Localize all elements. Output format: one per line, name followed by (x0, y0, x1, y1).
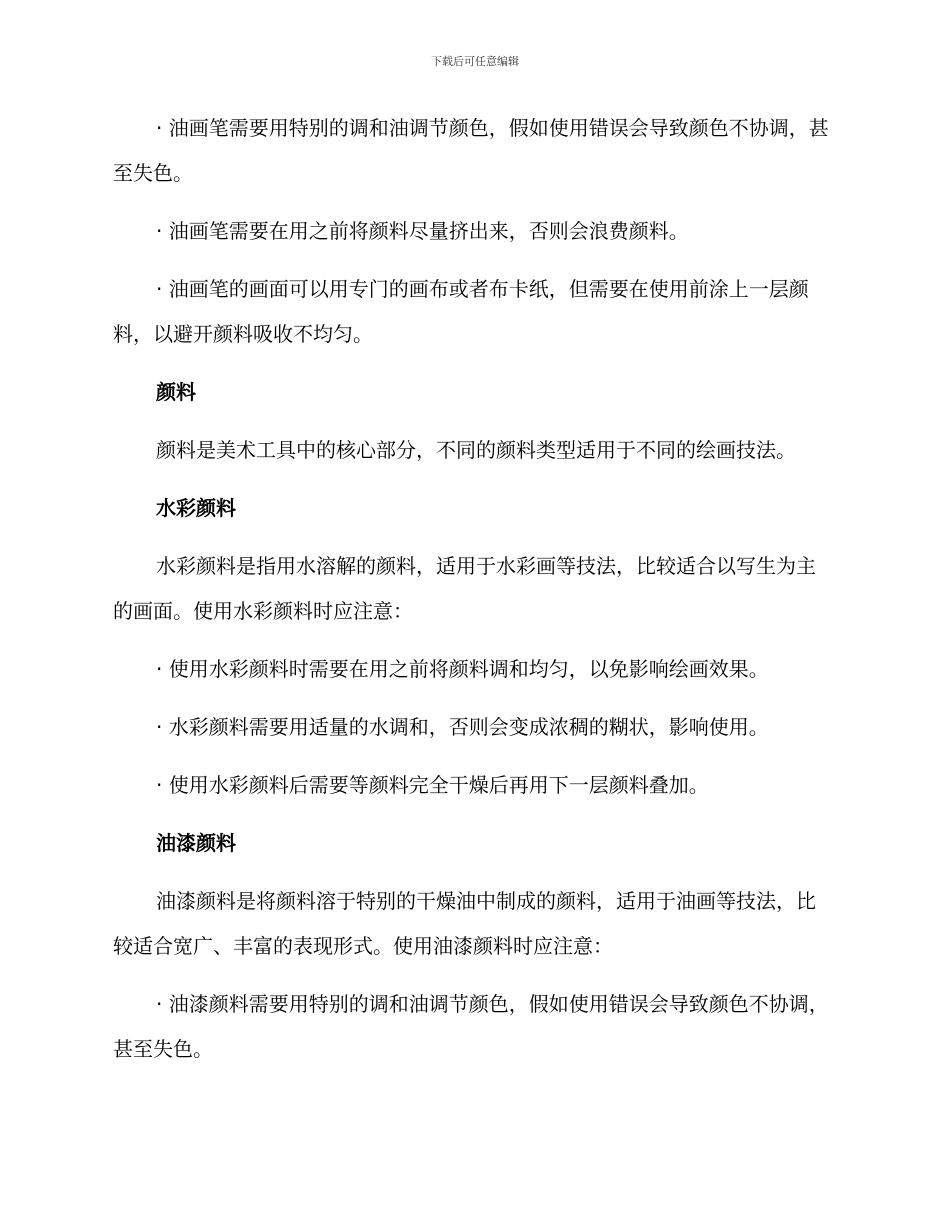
bullet-oil-brush-canvas: · 油画笔的画面可以用专门的画布或者布卡纸，但需要在使用前涂上一层颜料，以避开颜料吸收不均匀。 (113, 277, 809, 346)
bullet-oil-paint-thinner: · 油漆颜料需要用特别的调和油调节颜色，假如使用错误会导致颜色不协调，甚至失色。 (113, 992, 829, 1061)
paragraph-oil-paint-intro: 油漆颜料是将颜料溶于特别的干燥油中制成的颜料，适用于油画等技法，比较适合宽广、丰富的表现形式。使用油漆颜料时应注意： (113, 889, 816, 958)
document-body (113, 106, 833, 1085)
bullet-watercolor-mix: · 使用水彩颜料时需要在用之前将颜料调和均匀，以免影响绘画效果。 (156, 657, 769, 681)
bullet-watercolor-dry: · 使用水彩颜料后需要等颜料完全干燥后再用下一层颜料叠加。 (156, 773, 709, 797)
section-heading-pigments: 颜料 (156, 380, 196, 404)
section-heading-watercolor: 水彩颜料 (156, 496, 236, 520)
bullet-oil-brush-thinner: · 油画笔需要用特别的调和油调节颜色，假如使用错误会导致颜色不协调，甚至失色。 (113, 116, 829, 185)
bullet-oil-brush-squeeze: · 油画笔需要在用之前将颜料尽量挤出来，否则会浪费颜料。 (156, 219, 689, 243)
bullet-watercolor-water: · 水彩颜料需要用适量的水调和，否则会变成浓稠的糊状，影响使用。 (156, 715, 769, 739)
section-heading-oil-paint: 油漆颜料 (156, 831, 236, 855)
paragraph-watercolor-intro: 水彩颜料是指用水溶解的颜料，适用于水彩画等技法，比较适合以写生为主的画面。使用水彩颜料时应注意： (113, 554, 816, 623)
page-header: 下载后可任意编辑 (431, 55, 519, 68)
paragraph-pigments-intro: 颜料是美术工具中的核心部分，不同的颜料类型适用于不同的绘画技法。 (156, 438, 796, 462)
